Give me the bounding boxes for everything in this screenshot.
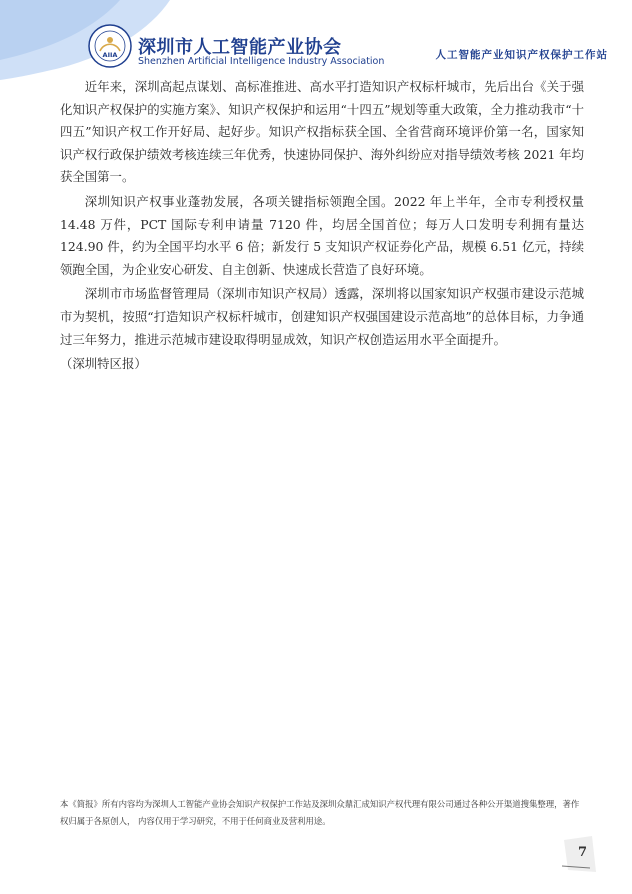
- article-paragraph: 深圳知识产权事业蓬勃发展，各项关键指标领跑全国。2022 年上半年，全市专利授权量 14.48 万件，PCT 国际专利申请量 7120 件，均居全国首位；每万人口发明专利拥有量达 124.90 件，约为全国平均水平 6 倍；新发行 5 支知识产权证券化产品，规模 6.51 亿元，持续领跑全国，为企业安心研发、自主创新、快速成长营造了良好环境。: [60, 193, 584, 277]
- article-paragraph: 近年来，深圳高起点谋划、高标准推进、高水平打造知识产权标杆城市，先后出台《关于强化知识产权保护的实施方案》、知识产权保护和运用“十四五”规划等重大政策，全力推动我市“十四五”知识产权工作开好局、起好步。知识产权指标获全国、全省营商环境评价第一名，国家知识产权行政保护绩效考核连续三年优秀，快速协同保护、海外纠纷应对指导绩效考核 2021 年均获全国第一。: [60, 79, 584, 185]
- association-name-cn: 深圳市人工智能产业协会: [138, 37, 342, 58]
- association-name-en: Shenzhen Artificial Intelligence Industry Association: [138, 56, 385, 67]
- page-number: 7: [578, 845, 588, 860]
- copyright-footnote: 本《简报》所有内容均为深圳人工智能产业协会知识产权保护工作站及深圳众鼎汇成知识产权代理有限公司通过各种公开渠道搜集整理，著作权归属于各原创人， 内容仅用于学习研究，不用于任何商业及营利用途。: [60, 799, 580, 826]
- association-logo-icon: [88, 24, 132, 68]
- workstation-name: 人工智能产业知识产权保护工作站: [435, 49, 608, 61]
- svg-text:AIIA: AIIA: [102, 51, 118, 59]
- article-paragraph: 深圳市市场监督管理局（深圳市知识产权局）透露，深圳将以国家知识产权强市建设示范城市为契机，按照“打造知识产权标杆城市，创建知识产权强国建设示范高地”的总体目标，力争通过三年努力，推进示范城市建设取得明显成效，知识产权创造运用水平全面提升。: [60, 286, 584, 347]
- article-source: （深圳特区报）: [60, 356, 147, 372]
- article-body: [60, 76, 584, 378]
